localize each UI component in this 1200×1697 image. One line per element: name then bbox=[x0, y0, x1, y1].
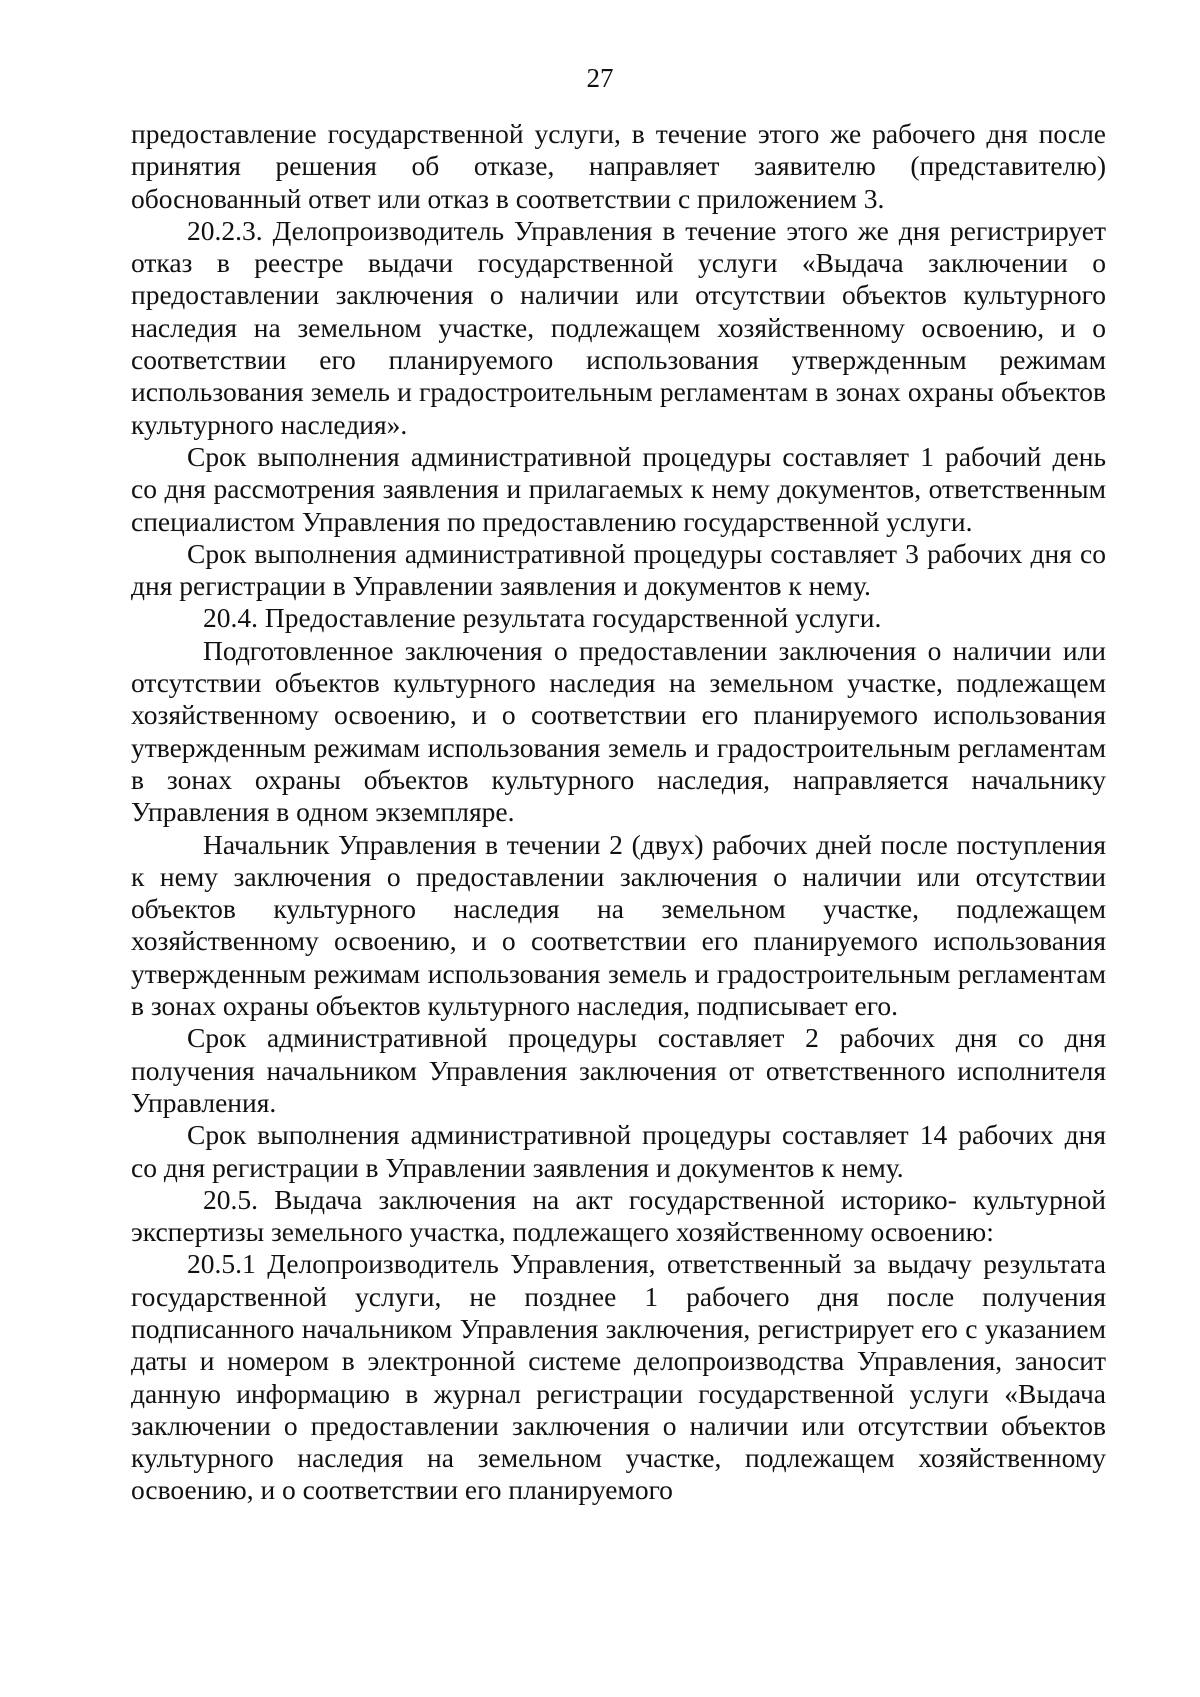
paragraph-deadline-2-days: Срок административной процедуры составляет 2 рабочих дня со дня получения начальником Управления заключения от ответственного исполнителя Управления. bbox=[131, 1022, 1106, 1118]
paragraph-20-5-heading: 20.5. Выдача заключения на акт государственной историко- культурной экспертизы земельного участка, подлежащего хозяйственному освоению: bbox=[131, 1183, 1106, 1248]
paragraph-deadline-3-days: Срок выполнения административной процедуры составляет 3 рабочих дня со дня регистрации в Управлении заявления и документов к нему. bbox=[131, 537, 1106, 602]
paragraph-deadline-1-day: Срок выполнения административной процедуры составляет 1 рабочий день со дня рассмотрения заявления и прилагаемых к нему документов, ответственным специалистом Управления по предоставлению государственной услуги. bbox=[131, 440, 1106, 537]
paragraph-20-2-3: 20.2.3. Делопроизводитель Управления в течение этого же дня регистрирует отказ в реестре выдачи государственной услуги «Выдача заключении о предоставлении заключения о наличии или отсутствии объектов культурного наследия на земельном участке, подлежащем хозяйственному освоению, и о соответствии его планируемого использования утвержденным режимам использования земель и градостроительным регламентам в зонах охраны объектов культурного наследия». bbox=[131, 214, 1106, 440]
paragraph-head-signs: Начальник Управления в течении 2 (двух) рабочих дней после поступления к нему заключения о предоставлении заключения о наличии или отсутствии объектов культурного наследия на земельном участке, подлежащем хозяйственному освоению, и о соответствии его планируемого использования утвержденным режимам использования земель и градостроительным регламентам в зонах охраны объектов культурного наследия, подписывает его. bbox=[131, 828, 1106, 1022]
paragraph-prepared-conclusion: Подготовленное заключения о предоставлении заключения о наличии или отсутствии объектов культурного наследия на земельном участке, подлежащем хозяйственному освоению, и о соответствии его планируемого использования утвержденным режимам использования земель и градостроительным регламентам в зонах охраны объектов культурного наследия, направляется начальнику Управления в одном экземпляре. bbox=[131, 634, 1106, 828]
paragraph-deadline-14-days: Срок выполнения административной процедуры составляет 14 рабочих дня со дня регистрации в Управлении заявления и документов к нему. bbox=[131, 1119, 1106, 1183]
paragraph-20-4-heading: 20.4. Предоставление результата государственной услуги. bbox=[203, 602, 882, 634]
paragraph-20-5-1: 20.5.1 Делопроизводитель Управления, ответственный за выдачу результата государственной услуги, не позднее 1 рабочего дня после получения подписанного начальником Управления заключения, регистрирует его с указанием даты и номером в электронной системе делопроизводства Управления, заносит данную информацию в журнал регистрации государственной услуги «Выдача заключении о предоставлении заключения о наличии или отсутствии объектов культурного наследия на земельном участке, подлежащем хозяйственному освоению, и о соответствии его планируемого bbox=[131, 1248, 1106, 1506]
page-number: 27 bbox=[586, 63, 614, 93]
paragraph-continuation: предоставление государственной услуги, в течение этого же рабочего дня после принятия решения об отказе, направляет заявителю (представителю) обоснованный ответ или отказ в соответствии с приложением 3. bbox=[131, 118, 1106, 214]
document-body bbox=[131, 118, 1106, 1507]
